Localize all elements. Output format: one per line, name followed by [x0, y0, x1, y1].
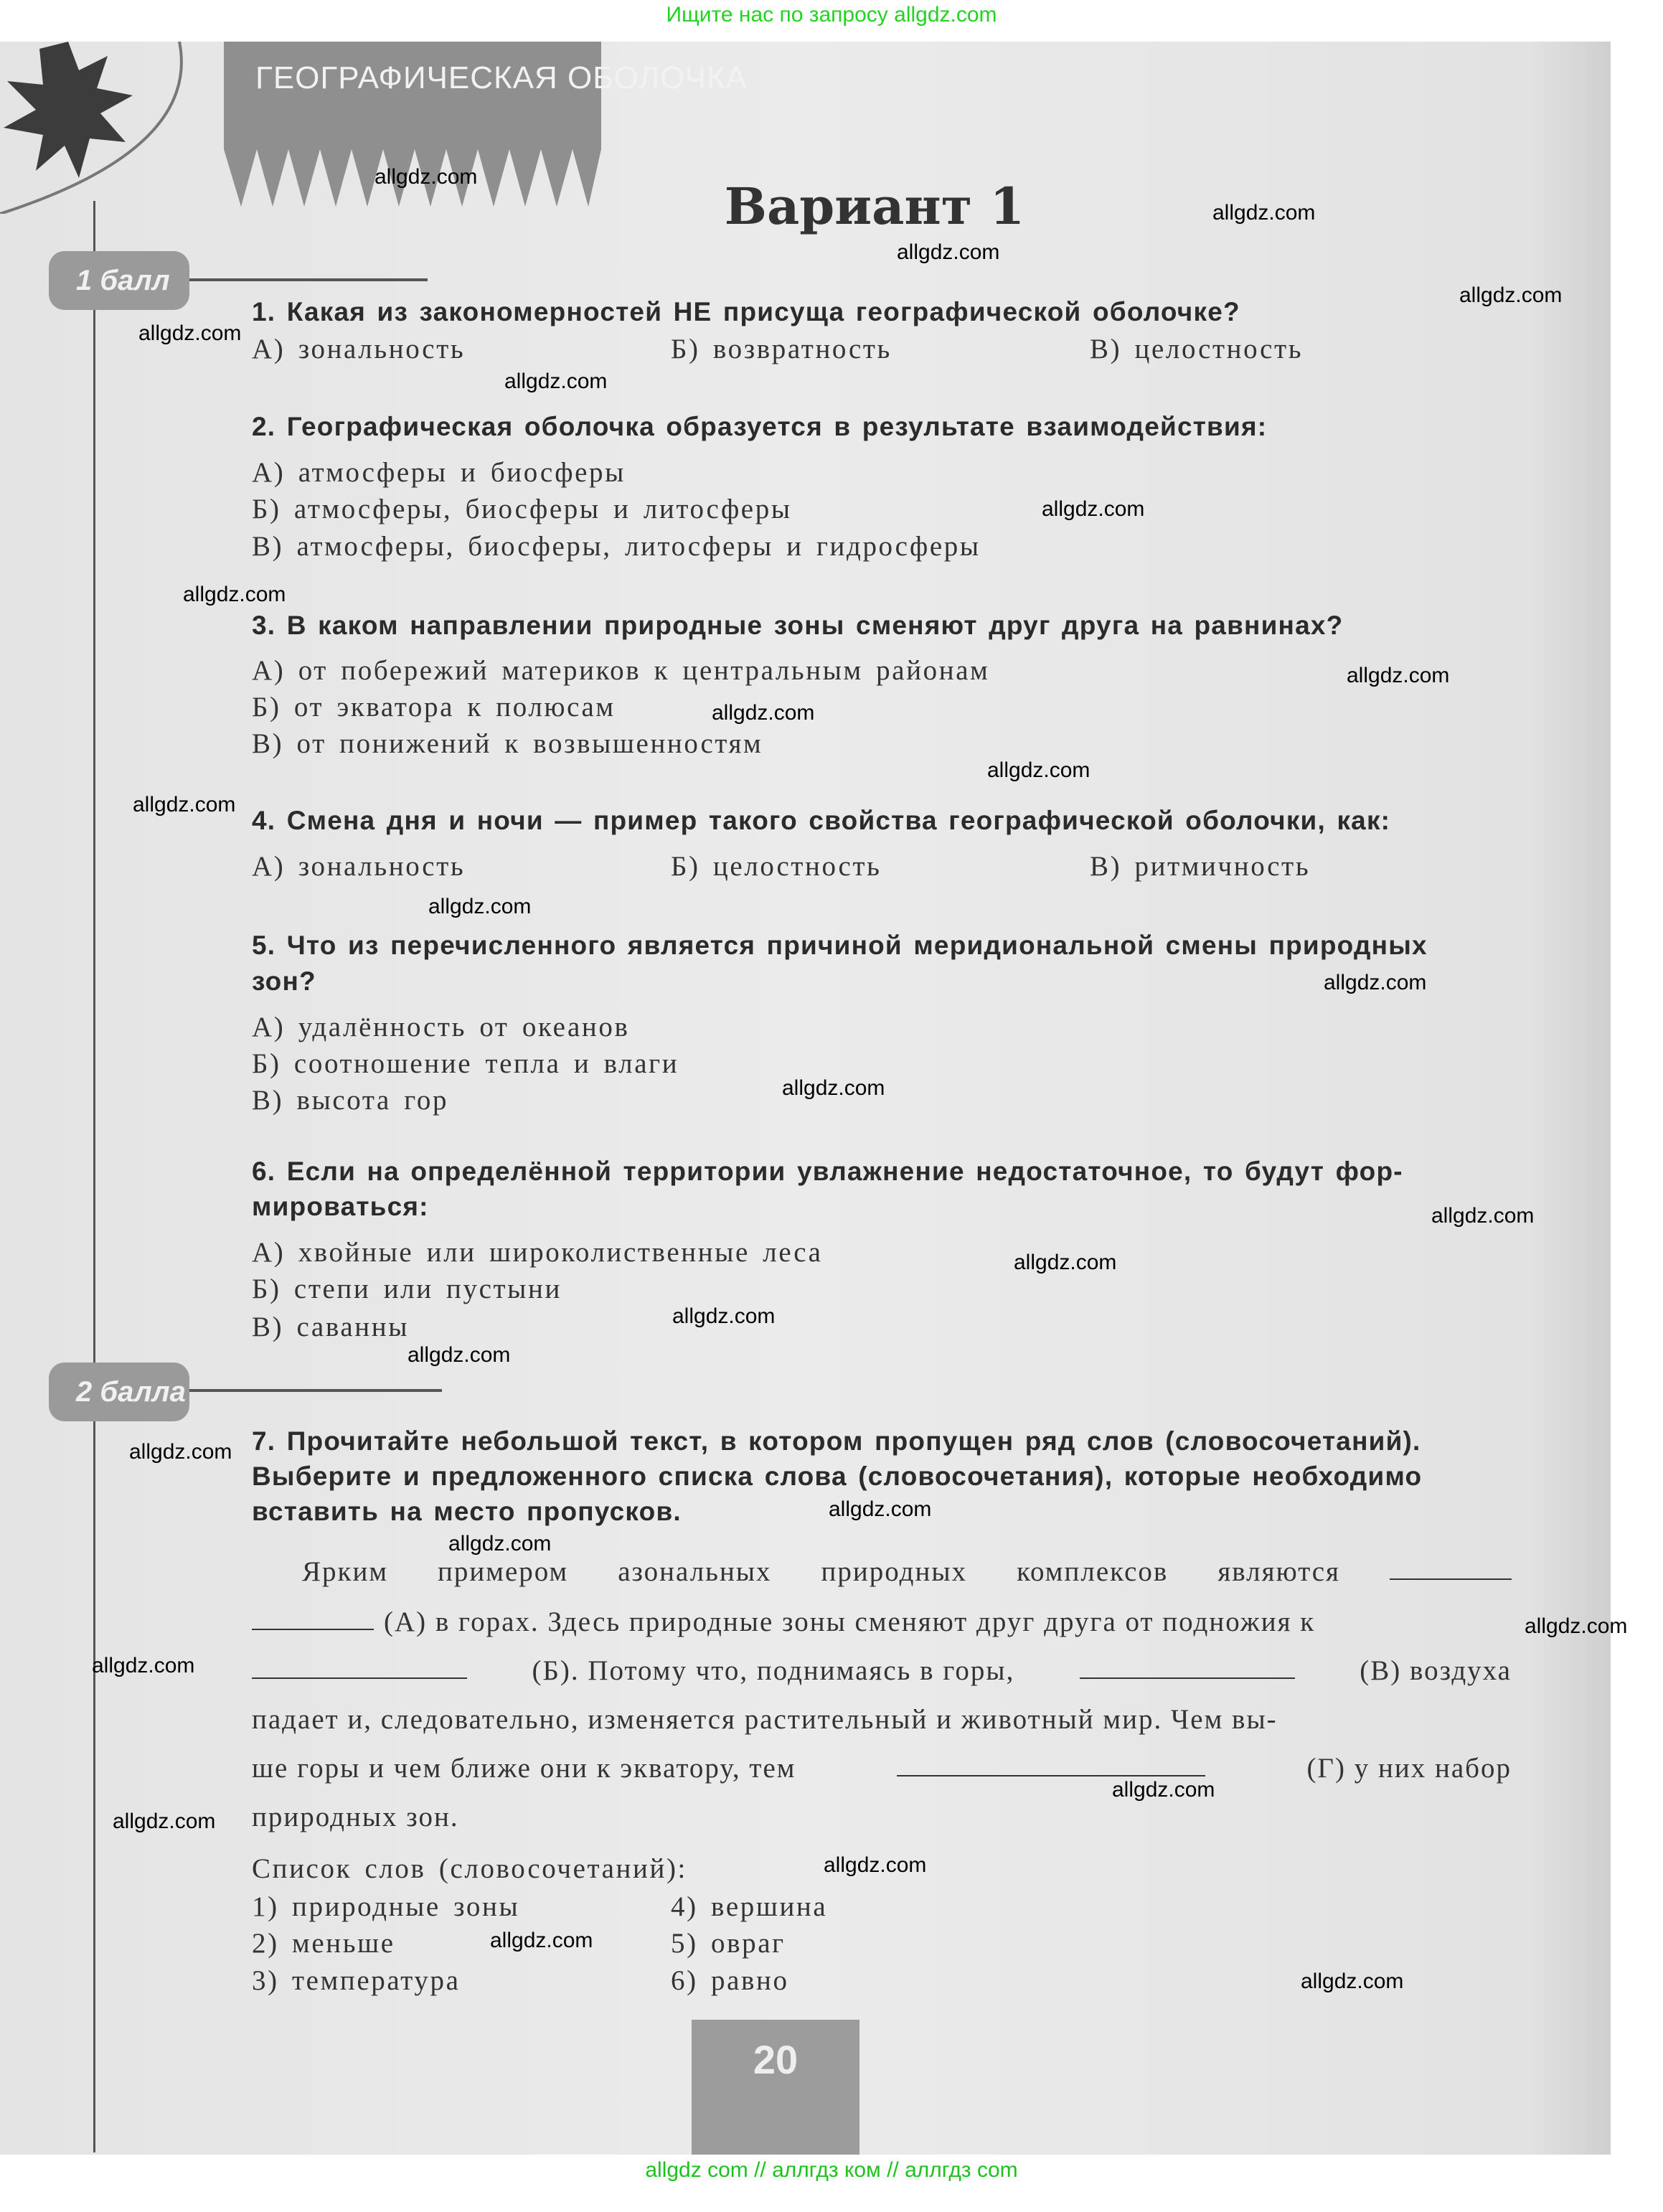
watermark: allgdz.com — [490, 1929, 593, 1952]
question-7-cont: Выберите и предложенного списка слова (словосочетания), которые необходимо — [252, 1462, 1423, 1491]
passage-word: азональных — [618, 1556, 772, 1587]
question-6-cont: мироваться: — [252, 1192, 429, 1221]
word-list-item: 6) равно — [671, 1965, 789, 1996]
answer-6b: Б) степи или пустыни — [252, 1274, 562, 1304]
blank-a[interactable] — [252, 1606, 374, 1630]
answer-6a: А) хвойные или широколиственные леса — [252, 1237, 823, 1268]
blank-g[interactable] — [897, 1752, 1205, 1776]
question-4: 4. Смена дня и ночи — пример такого свойства географической оболочки, как: — [252, 806, 1391, 835]
answer-4b: Б) целостность — [671, 851, 882, 882]
points-badge-2: 2 балла — [49, 1363, 189, 1421]
points-badge-1: 1 балл — [49, 251, 189, 310]
blank-b[interactable] — [252, 1655, 467, 1679]
watermark: allgdz.com — [92, 1654, 195, 1677]
passage-text: (Б). Потому что, поднимаясь в горы, — [532, 1655, 1015, 1686]
passage-word: природных — [821, 1556, 968, 1587]
passage-line-3 — [252, 1655, 1512, 1687]
watermark: allgdz.com — [407, 1343, 511, 1367]
watermark: allgdz.com — [133, 793, 236, 816]
word-list-item: 3) температура — [252, 1965, 461, 1996]
passage-line-5 — [252, 1752, 1512, 1784]
badge-divider — [189, 1389, 442, 1392]
passage-word: являются — [1217, 1556, 1340, 1587]
question-5-cont: зон? — [252, 966, 316, 996]
word-list-item: 5) овраг — [671, 1928, 786, 1959]
watermark: allgdz.com — [987, 758, 1090, 782]
top-promo-text[interactable]: Ищите нас по запросу allgdz.com — [666, 3, 997, 27]
answer-1a: А) зональность — [252, 334, 466, 364]
answer-2b: Б) атмосферы, биосферы и литосферы — [252, 494, 792, 524]
section-title: ГЕОГРАФИЧЕСКАЯ ОБОЛОЧКА — [255, 60, 748, 95]
watermark: allgdz.com — [504, 370, 608, 393]
passage-text: (А) в горах. Здесь природные зоны сменяют друг друга от подножия к — [384, 1606, 1316, 1637]
answer-4a: А) зональность — [252, 851, 466, 882]
watermark: allgdz.com — [129, 1440, 232, 1464]
question-1: 1. Какая из закономерностей НЕ присуща географической оболочке? — [252, 297, 1240, 326]
watermark: allgdz.com — [1459, 283, 1563, 307]
blank-a-start[interactable] — [1390, 1556, 1512, 1580]
star-icon — [4, 42, 133, 178]
word-list-item: 4) вершина — [671, 1891, 828, 1922]
footer-links[interactable]: allgdz com // аллгдз ком // аллгдз com — [645, 2158, 1018, 2182]
watermark: allgdz.com — [782, 1076, 885, 1100]
page-number: 20 — [753, 2037, 798, 2082]
watermark: allgdz.com — [1324, 971, 1427, 994]
watermark: allgdz.com — [113, 1809, 216, 1833]
word-list-item: 2) меньше — [252, 1928, 395, 1959]
word-list-item: 1) природные зоны — [252, 1891, 520, 1922]
watermark: allgdz.com — [712, 701, 815, 725]
answer-1b: Б) возвратность — [671, 334, 892, 364]
watermark: allgdz.com — [1347, 664, 1450, 687]
watermark: allgdz.com — [829, 1497, 932, 1521]
passage-text: природных зон. — [252, 1802, 459, 1832]
watermark: allgdz.com — [1212, 201, 1316, 225]
answer-2c: В) атмосферы, биосферы, литосферы и гидросферы — [252, 531, 981, 562]
watermark: allgdz.com — [428, 895, 532, 918]
watermark: allgdz.com — [138, 321, 242, 345]
watermark: allgdz.com — [1112, 1778, 1215, 1802]
question-6: 6. Если на определённой территории увлажнение недостаточное, то будут фор- — [252, 1157, 1403, 1186]
question-7-cont: вставить на место пропусков. — [252, 1497, 682, 1526]
answer-1c: В) целостность — [1090, 334, 1304, 364]
watermark: allgdz.com — [824, 1853, 927, 1877]
answer-2a: А) атмосферы и биосферы — [252, 457, 626, 488]
question-5: 5. Что из перечисленного является причиной меридиональной смены природных — [252, 931, 1428, 960]
answer-5a: А) удалённость от океанов — [252, 1012, 630, 1043]
passage-word: примером — [438, 1556, 569, 1587]
answer-6c: В) саванны — [252, 1312, 410, 1342]
passage-text: ше горы и чем ближе они к экватору, тем — [252, 1753, 796, 1784]
passage-line-1 — [252, 1556, 1512, 1588]
blank-v[interactable] — [1080, 1655, 1295, 1679]
passage-text: падает и, следовательно, изменяется растительный и животный мир. Чем вы- — [252, 1704, 1278, 1735]
watermark: allgdz.com — [1042, 497, 1145, 521]
passage-line-4 — [252, 1703, 1512, 1736]
passage-text: (Г) у них набор — [1306, 1753, 1512, 1784]
answer-3c: В) от понижений к возвышенностям — [252, 728, 763, 759]
answer-4c: В) ритмичность — [1090, 851, 1311, 882]
word-list-title: Список слов (словосочетаний): — [252, 1853, 687, 1884]
passage-text: (В) воздуха — [1360, 1655, 1512, 1686]
passage-word: комплексов — [1017, 1556, 1169, 1587]
watermark: allgdz.com — [374, 165, 478, 189]
passage-line-2 — [252, 1606, 1512, 1638]
watermark: allgdz.com — [1525, 1614, 1628, 1638]
passage-word: Ярким — [302, 1556, 389, 1587]
watermark: allgdz.com — [1301, 1969, 1404, 1993]
question-7: 7. Прочитайте небольшой текст, в котором пропущен ряд слов (словосочетаний). — [252, 1426, 1421, 1456]
answer-5b: Б) соотношение тепла и влаги — [252, 1048, 679, 1079]
watermark: allgdz.com — [1014, 1251, 1117, 1274]
watermark: allgdz.com — [1431, 1204, 1535, 1228]
passage-line-6 — [252, 1801, 1512, 1833]
answer-3b: Б) от экватора к полюсам — [252, 692, 616, 723]
variant-title: Вариант 1 — [724, 177, 1025, 236]
question-3: 3. В каком направлении природные зоны сменяют друг друга на равнинах? — [252, 611, 1344, 640]
watermark: allgdz.com — [672, 1304, 776, 1328]
watermark: allgdz.com — [448, 1532, 552, 1556]
margin-line — [93, 201, 95, 2152]
watermark: allgdz.com — [183, 583, 286, 606]
question-2: 2. Географическая оболочка образуется в результате взаимодействия: — [252, 412, 1268, 441]
answer-5c: В) высота гор — [252, 1085, 449, 1116]
answer-3a: А) от побережий материков к центральным районам — [252, 655, 990, 686]
watermark: allgdz.com — [897, 240, 1000, 264]
badge-divider — [189, 278, 428, 281]
